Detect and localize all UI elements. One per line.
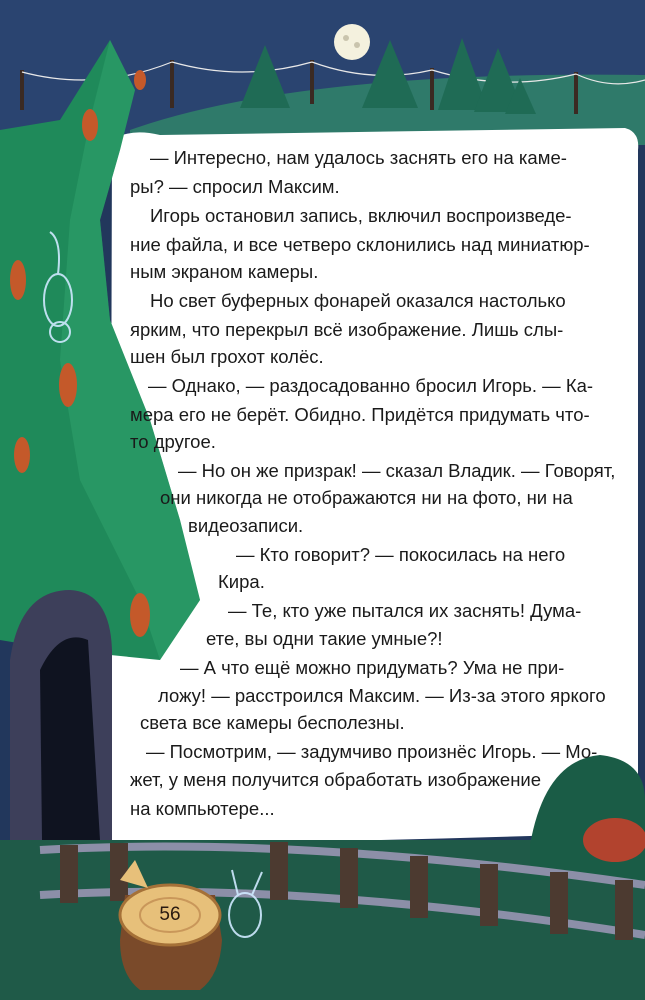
text-line: — Интересно, нам удалось заснять его на каме- (150, 147, 567, 168)
text-line: мера его не берёт. Обидно. Придётся придумать что- (130, 404, 590, 425)
text-line: Кира. (218, 571, 265, 592)
stone-tunnel (10, 590, 112, 840)
text-line: на компьютере... (130, 798, 275, 819)
text-line: — Однако, — раздосадованно бросил Игорь. — Ка- (148, 375, 594, 396)
text-line: ным экраном камеры. (130, 261, 319, 282)
text-line: они никогда не отображаются ни на фото, ни на (160, 487, 573, 508)
text-line: то другое. (130, 431, 216, 452)
text-line: ры? — спросил Максим. (130, 176, 340, 197)
text-line: — Кто говорит? — покосилась на него (236, 544, 566, 565)
text-line: света все камеры бесполезны. (140, 712, 405, 733)
text-line: ложу! — расстроился Максим. — Из-за этого яркого (158, 685, 606, 706)
hedgehog-icon (583, 818, 645, 862)
text-line: — А что ещё можно придумать? Ума не при- (180, 657, 565, 678)
text-line: Игорь остановил запись, включил воспроизведе- (150, 205, 572, 226)
text-line: шен был грохот колёс. (130, 346, 324, 367)
text-line: ярким, что перекрыл всё изображение. Лишь слы- (130, 319, 564, 340)
text-line: — Но он же призрак! — сказал Владик. — Говорят, (178, 460, 616, 481)
moon-icon (334, 24, 370, 60)
text-line: ете, вы одни такие умные?! (206, 628, 443, 649)
text-line: видеозаписи. (188, 515, 304, 536)
text-line: ние файла, и все четверо склонились над миниатюр- (130, 234, 590, 255)
text-line: — Те, кто уже пытался их заснять! Дума- (228, 600, 582, 621)
text-line: Но свет буферных фонарей оказался настолько (150, 290, 566, 311)
text-line: — Посмотрим, — задумчиво произнёс Игорь. — Мо- (146, 741, 598, 762)
page-number: 56 (159, 904, 181, 925)
text-line: жет, у меня получится обработать изображение (130, 769, 542, 790)
